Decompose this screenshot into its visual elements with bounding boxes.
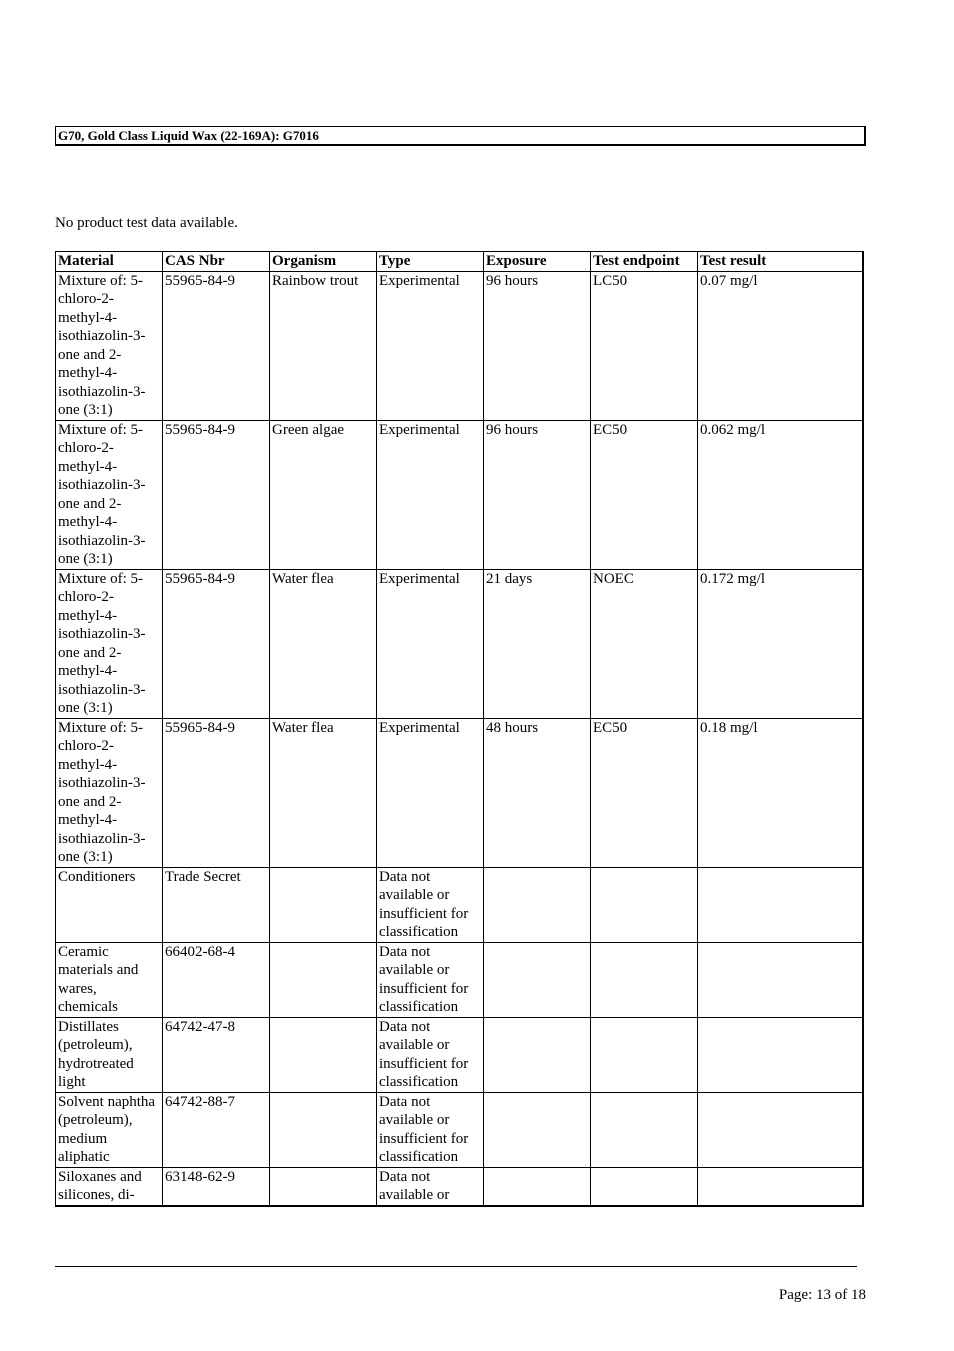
cell-test-result	[698, 867, 863, 942]
cell-exposure	[484, 1167, 591, 1206]
cell-cas-nbr: 55965-84-9	[163, 420, 270, 569]
cell-exposure: 21 days	[484, 569, 591, 718]
cell-type: Experimental	[377, 271, 484, 420]
cell-test-endpoint	[591, 942, 698, 1017]
table-row	[56, 420, 863, 569]
cell-organism: Rainbow trout	[270, 271, 377, 420]
cell-cas-nbr: 64742-88-7	[163, 1092, 270, 1167]
document-header	[55, 126, 866, 146]
cell-material: Solvent naphtha (petroleum), medium aliphatic	[56, 1092, 163, 1167]
cell-organism: Water flea	[270, 569, 377, 718]
no-test-data-note: No product test data available.	[55, 215, 238, 231]
cell-test-result	[698, 942, 863, 1017]
cell-test-endpoint	[591, 1092, 698, 1167]
cell-material: Distillates (petroleum), hydrotreated light	[56, 1017, 163, 1092]
cell-test-result	[698, 1017, 863, 1092]
cell-organism: Green algae	[270, 420, 377, 569]
cell-cas-nbr: 55965-84-9	[163, 718, 270, 867]
cell-type: Data not available or insufficient for classification	[377, 1092, 484, 1167]
page-number: Page: 13 of 18	[778, 1287, 866, 1303]
cell-material: Mixture of: 5-chloro-2-methyl-4-isothiazolin-3-one and 2-methyl-4-isothiazolin-3-one (3:1)	[56, 718, 163, 867]
cell-test-endpoint	[591, 1017, 698, 1092]
table-row	[56, 1017, 863, 1092]
cell-test-result: 0.07 mg/l	[698, 271, 863, 420]
cell-test-endpoint: EC50	[591, 718, 698, 867]
column-header-organism: Organism	[270, 252, 377, 272]
cell-type: Experimental	[377, 420, 484, 569]
cell-cas-nbr: 64742-47-8	[163, 1017, 270, 1092]
cell-exposure	[484, 1092, 591, 1167]
column-header-test-endpoint: Test endpoint	[591, 252, 698, 272]
cell-test-result: 0.062 mg/l	[698, 420, 863, 569]
table-row	[56, 942, 863, 1017]
cell-test-endpoint: NOEC	[591, 569, 698, 718]
cell-test-endpoint: EC50	[591, 420, 698, 569]
document-title: G70, Gold Class Liquid Wax (22-169A): G7016	[58, 128, 319, 143]
cell-material: Mixture of: 5-chloro-2-methyl-4-isothiazolin-3-one and 2-methyl-4-isothiazolin-3-one (3:1)	[56, 271, 163, 420]
footer-divider	[55, 1266, 857, 1267]
table-row	[56, 718, 863, 867]
cell-organism	[270, 1092, 377, 1167]
table-row	[56, 1092, 863, 1167]
cell-test-endpoint	[591, 1167, 698, 1206]
cell-material: Siloxanes and silicones, di-	[56, 1167, 163, 1206]
cell-type: Data not available or insufficient for classification	[377, 942, 484, 1017]
cell-cas-nbr: 63148-62-9	[163, 1167, 270, 1206]
cell-cas-nbr: 55965-84-9	[163, 569, 270, 718]
cell-type: Data not available or	[377, 1167, 484, 1206]
cell-test-result	[698, 1167, 863, 1206]
column-header-exposure: Exposure	[484, 252, 591, 272]
cell-organism	[270, 867, 377, 942]
cell-exposure: 96 hours	[484, 271, 591, 420]
column-header-material: Material	[56, 252, 163, 272]
cell-organism	[270, 1017, 377, 1092]
cell-material: Conditioners	[56, 867, 163, 942]
table-header-row	[56, 252, 863, 272]
cell-organism	[270, 1167, 377, 1206]
cell-exposure	[484, 942, 591, 1017]
column-header-test-result: Test result	[698, 252, 863, 272]
cell-cas-nbr: 55965-84-9	[163, 271, 270, 420]
cell-cas-nbr: Trade Secret	[163, 867, 270, 942]
cell-type: Data not available or insufficient for classification	[377, 867, 484, 942]
column-header-cas-nbr: CAS Nbr	[163, 252, 270, 272]
cell-material: Mixture of: 5-chloro-2-methyl-4-isothiazolin-3-one and 2-methyl-4-isothiazolin-3-one (3:1)	[56, 420, 163, 569]
table-row	[56, 867, 863, 942]
cell-exposure	[484, 867, 591, 942]
cell-test-endpoint	[591, 867, 698, 942]
cell-material: Ceramic materials and wares, chemicals	[56, 942, 163, 1017]
cell-type: Experimental	[377, 718, 484, 867]
cell-exposure	[484, 1017, 591, 1092]
table-row	[56, 1167, 863, 1206]
cell-organism: Water flea	[270, 718, 377, 867]
cell-test-result	[698, 1092, 863, 1167]
column-header-type: Type	[377, 252, 484, 272]
cell-test-endpoint: LC50	[591, 271, 698, 420]
cell-material: Mixture of: 5-chloro-2-methyl-4-isothiazolin-3-one and 2-methyl-4-isothiazolin-3-one (3:1)	[56, 569, 163, 718]
ecotoxicity-table	[55, 251, 864, 1207]
table-row	[56, 569, 863, 718]
cell-type: Experimental	[377, 569, 484, 718]
cell-type: Data not available or insufficient for classification	[377, 1017, 484, 1092]
cell-organism	[270, 942, 377, 1017]
cell-cas-nbr: 66402-68-4	[163, 942, 270, 1017]
cell-test-result: 0.172 mg/l	[698, 569, 863, 718]
cell-test-result: 0.18 mg/l	[698, 718, 863, 867]
table-row	[56, 271, 863, 420]
cell-exposure: 96 hours	[484, 420, 591, 569]
cell-exposure: 48 hours	[484, 718, 591, 867]
